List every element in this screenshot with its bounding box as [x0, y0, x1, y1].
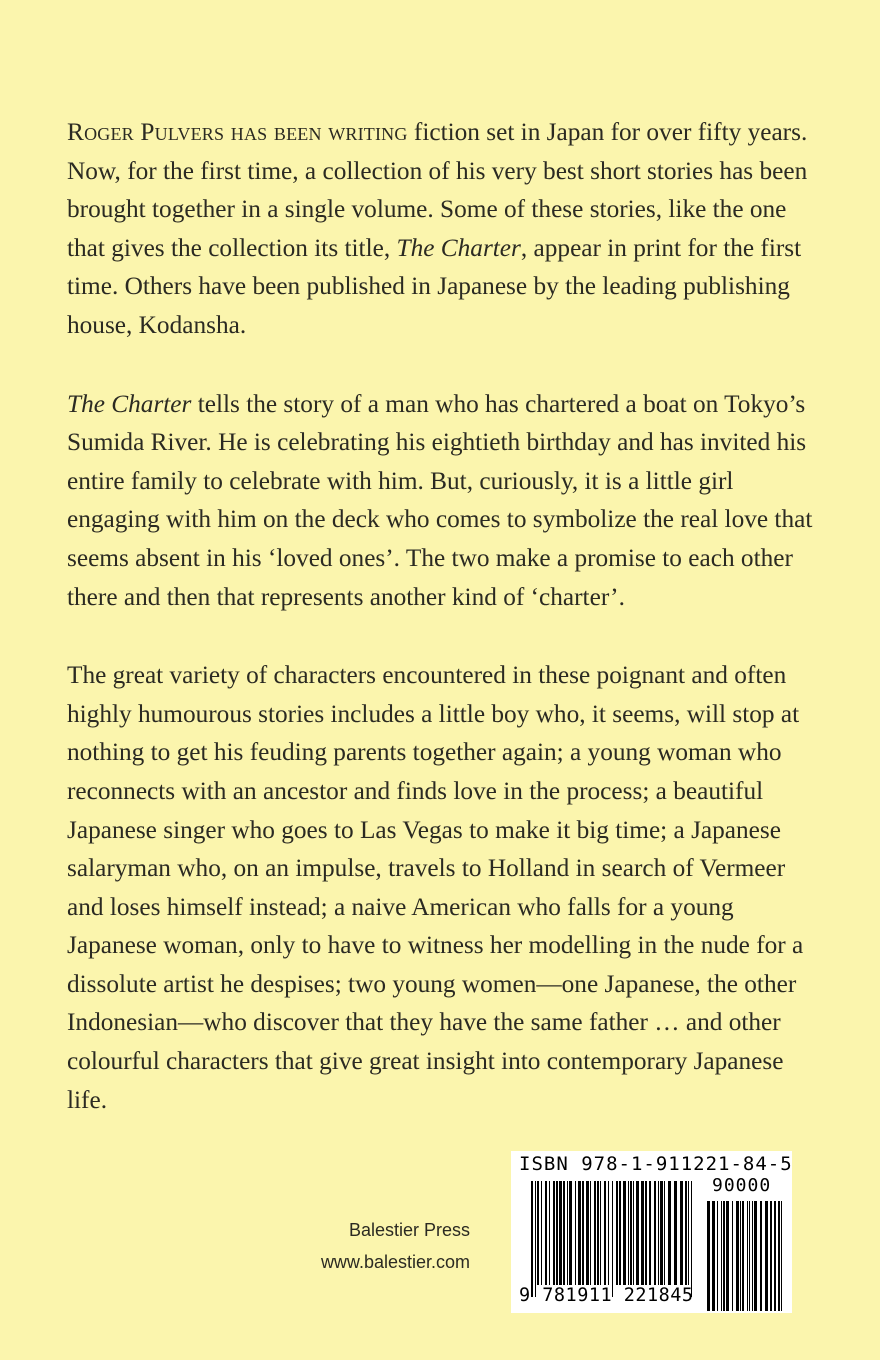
barcode-bar — [680, 1181, 683, 1285]
barcode-bar — [537, 1181, 539, 1285]
barcode-bar — [691, 1181, 692, 1297]
barcode-bar — [658, 1181, 659, 1285]
book-title-italic: The Charter — [67, 389, 192, 418]
barcode-bar — [549, 1181, 550, 1285]
barcode-bar — [616, 1181, 618, 1285]
barcode-bar — [726, 1201, 729, 1311]
back-cover-blurb — [67, 113, 827, 1159]
barcode-bar — [765, 1201, 768, 1311]
barcode-bar — [612, 1181, 613, 1297]
barcode-bar — [608, 1181, 609, 1285]
barcode-bar — [630, 1181, 632, 1285]
barcode-bar — [749, 1201, 750, 1311]
barcode-bar — [760, 1201, 762, 1311]
barcode-bar — [578, 1181, 581, 1285]
isbn-label: ISBN 978-1-911221-84-5 — [519, 1153, 793, 1175]
barcode-bar — [636, 1181, 639, 1285]
barcode-bar — [732, 1201, 733, 1311]
barcode-bar — [541, 1181, 542, 1285]
barcode-bar — [774, 1201, 776, 1311]
barcode-bar — [600, 1181, 601, 1285]
barcode-bar — [633, 1181, 634, 1285]
barcode-bar — [567, 1181, 568, 1285]
author-lead-in: Roger Pulvers has been writing — [67, 118, 408, 146]
publisher-name: Balestier Press — [348, 1220, 470, 1240]
barcode-bar — [778, 1201, 780, 1311]
ean-digits: 9 781911 221845 — [519, 1285, 694, 1306]
barcode-bar — [674, 1181, 677, 1285]
barcode-bar — [752, 1201, 753, 1311]
barcode-bar — [717, 1201, 718, 1311]
barcode-bar — [586, 1181, 589, 1285]
barcode-bar — [688, 1181, 689, 1285]
barcode-bar — [590, 1181, 591, 1285]
barcode-bar — [531, 1181, 533, 1297]
barcode-bar — [569, 1181, 572, 1285]
barcode-bar — [723, 1201, 725, 1311]
barcode-bar — [535, 1181, 536, 1297]
barcode-bar — [628, 1181, 629, 1285]
barcode-bar — [740, 1201, 741, 1311]
barcode-bar — [623, 1181, 626, 1285]
barcode-bar — [654, 1181, 656, 1285]
blurb-text: , appear in print for the first time. Others have been published in Japanese by the leading publishing house, Kodansha. — [67, 233, 802, 339]
barcode-bar — [604, 1181, 606, 1285]
blurb-paragraph-2 — [67, 385, 827, 617]
barcode-bar — [641, 1181, 644, 1285]
book-title-italic: The Charter — [396, 233, 521, 262]
barcode-bar — [668, 1181, 671, 1285]
barcode-bar — [754, 1201, 757, 1311]
barcode-bar — [594, 1181, 596, 1285]
addon-number: 90000 — [712, 1175, 772, 1196]
barcode-bar — [736, 1201, 739, 1311]
barcode-bar — [664, 1181, 665, 1285]
isbn-barcode — [511, 1151, 792, 1313]
barcode-bar — [747, 1201, 748, 1311]
barcode-bar — [559, 1181, 562, 1285]
barcode-bar — [712, 1201, 715, 1311]
barcode-bar — [619, 1181, 621, 1285]
barcode-bar — [597, 1181, 599, 1285]
barcode-bar — [649, 1181, 651, 1285]
barcode-bar — [721, 1201, 722, 1311]
publisher-url: www.balestier.com — [320, 1252, 470, 1272]
barcode-bar — [707, 1201, 710, 1311]
barcode-bar — [742, 1201, 744, 1311]
barcode-bar — [582, 1181, 584, 1285]
barcode-bar — [556, 1181, 558, 1285]
barcode-bar — [770, 1201, 772, 1311]
barcode-bar — [545, 1181, 547, 1285]
barcode-bar — [553, 1181, 555, 1285]
blurb-text: fiction set in Japan for over fifty years. Now, for the first time, a collection of his very best short stories has been brought together in a single volume. Some of these stories, like the one that gives the collection its title, — [67, 118, 808, 262]
barcode-bar — [575, 1181, 576, 1285]
barcode-bar — [645, 1181, 647, 1285]
barcode-bar — [685, 1181, 687, 1285]
barcode-bar — [660, 1181, 663, 1285]
blurb-paragraph-3: The great variety of characters encountered in these poignant and often highly humourous stories includes a little boy who, it seems, will stop at nothing to get his feuding parents together again; a young woman who reconnects with an ancestor and finds love in the process; a beautiful Japanese singer who goes to Las Vegas to make it big time; a Japanese salaryman who, on an impulse, travels to Holland in search of Vermeer and loses himself instead; a naive American who falls for a young Japanese woman, only to have to witness her modelling in the nude for a dissolute artist he despises; two young women—one Japanese, the other Indonesian—who discover that they have the same father … and other colourful characters that give great insight into contemporary Japanese life. — [67, 661, 804, 1114]
barcode-bar — [781, 1201, 782, 1311]
barcode-bar — [563, 1181, 565, 1285]
blurb-text: tells the story of a man who has chartered a boat on Tokyo’s Sumida River. He is celebrating his eightieth birthday and has invited his entire family to celebrate with him. But, curiously, it is a little girl engaging with him on the deck who comes to symbolize the real love that seems absent in his ‘loved ones’. The two make a promise to each other there and then that represents another kind of ‘charter’. — [67, 389, 813, 611]
blurb-paragraph-1 — [67, 113, 827, 345]
